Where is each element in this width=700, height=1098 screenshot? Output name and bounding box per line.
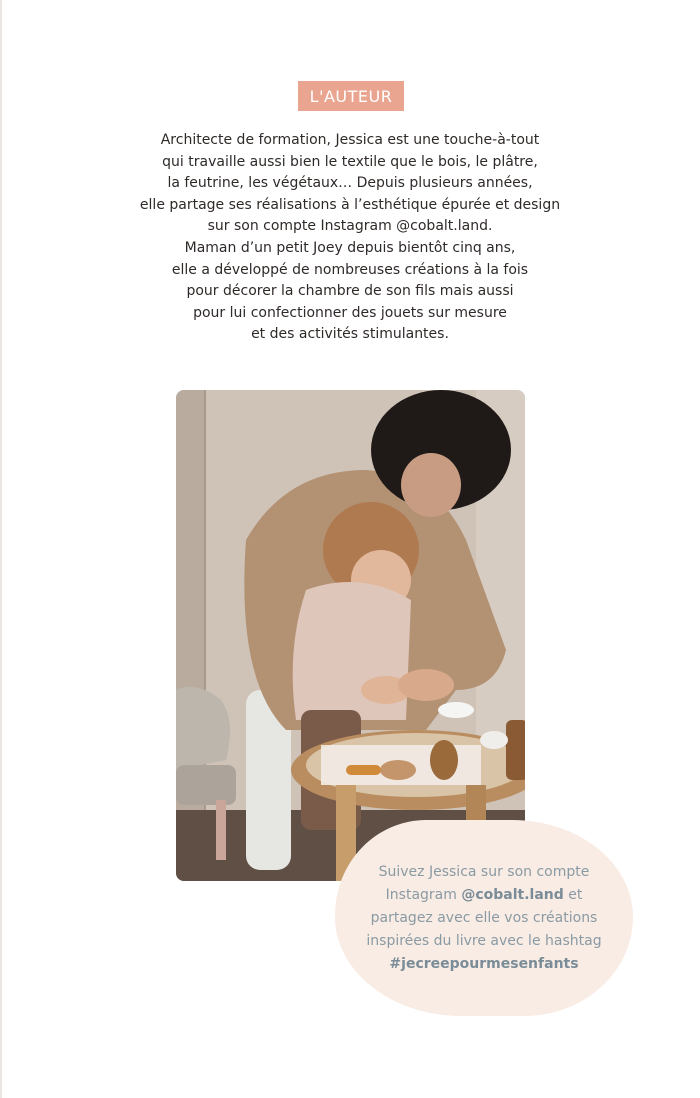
callout-text: Instagram: [385, 886, 462, 903]
instagram-handle: @cobalt.land: [461, 886, 564, 903]
bio-line: pour décorer la chambre de son fils mais aussi: [186, 283, 514, 300]
hashtag: #jecreepourmesenfants: [389, 955, 579, 972]
bio-line: sur son compte Instagram @cobalt.land.: [207, 218, 493, 235]
callout-line: inspirées du livre avec le hashtag: [366, 932, 602, 949]
bio-line: qui travaille aussi bien le textile que le bois, le plâtre,: [162, 153, 538, 170]
bio-line: Architecte de formation, Jessica est une touche-à-tout: [160, 132, 540, 148]
author-photo: [176, 390, 525, 881]
callout-line: [386, 884, 583, 907]
callout-line: partagez avec elle vos créations: [370, 909, 598, 926]
section-badge: L'AUTEUR: [298, 81, 404, 111]
instagram-callout: [335, 820, 633, 1016]
page-edge: [0, 0, 2, 1098]
callout-text: et: [563, 886, 583, 903]
callout-line: Suivez Jessica sur son compte: [378, 863, 590, 880]
bio-line: et des activités stimulantes.: [251, 326, 449, 343]
bio-line: pour lui confectionner des jouets sur mesure: [193, 304, 507, 321]
bio-line: elle a développé de nombreuses créations à la fois: [171, 261, 529, 278]
bio-line: elle partage ses réalisations à l’esthétique épurée et design: [139, 196, 561, 213]
author-bio: [100, 130, 600, 346]
bio-line: Maman d’un petit Joey depuis bientôt cinq ans,: [184, 239, 516, 256]
bio-line: la feutrine, les végétaux… Depuis plusieurs années,: [167, 175, 533, 192]
callout-line: [389, 953, 578, 976]
